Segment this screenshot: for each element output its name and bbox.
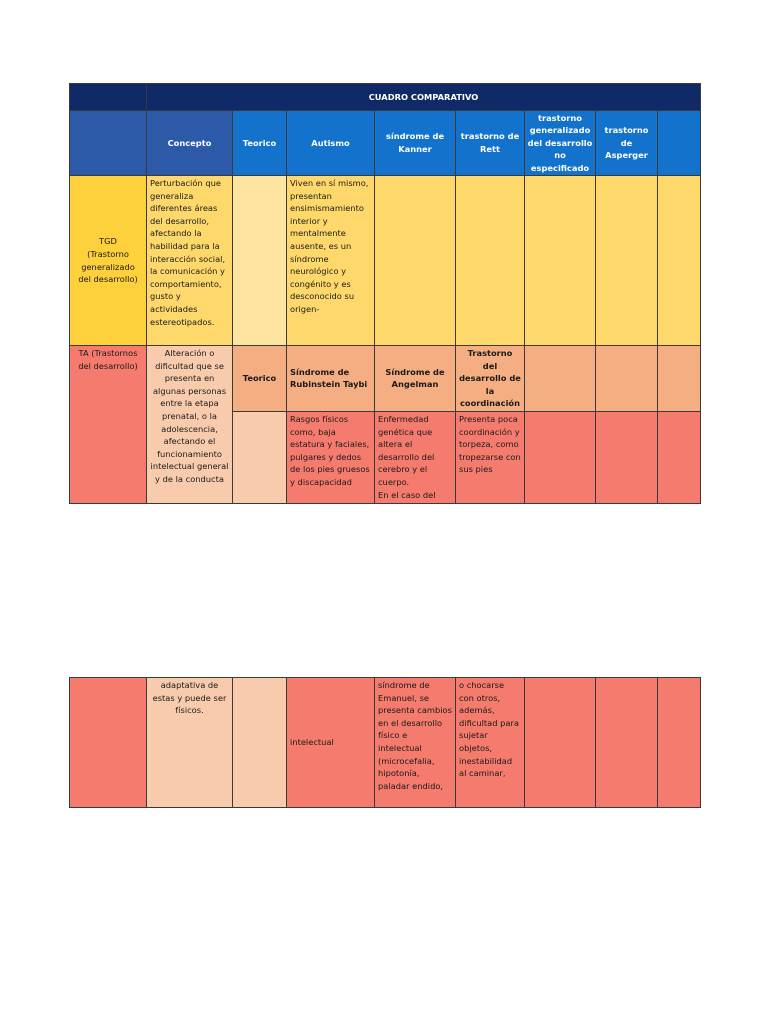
header-autismo: Autismo xyxy=(287,111,375,176)
ta-coordinacion: Presenta poca coordinación y torpeza, como tropezarse con sus pies xyxy=(456,411,525,503)
cont-empty-2 xyxy=(596,678,658,808)
header-rett: trastorno de Rett xyxy=(456,111,525,176)
cont-rubinstein: intelectual xyxy=(287,678,375,808)
tgd-asperger xyxy=(596,176,658,346)
header-concepto: Concepto xyxy=(147,111,233,176)
cont-label xyxy=(70,678,147,808)
header-empty xyxy=(658,111,701,176)
ta-empty-2 xyxy=(596,411,658,503)
tgd-autismo: Viven en sí mismo, presentan ensimismamiento interior y mentalmente ausente, es un síndrome neurológico y congénito y es desconocido su origen- xyxy=(287,176,375,346)
header-asperger: trastorno de Asperger xyxy=(596,111,658,176)
tgd-empty xyxy=(658,176,701,346)
tgd-kanner xyxy=(375,176,456,346)
ta-subheader-coordinacion: Trastorno del desarrollo de la coordinación xyxy=(456,346,525,412)
title-corner-cell xyxy=(70,84,147,111)
ta-concepto: Alteración o dificultad que se presenta en algunas personas entre la etapa prenatal, o la adolescencia, afectando el funcionamiento intelectual general y de la conducta xyxy=(147,346,233,504)
ta-empty-3 xyxy=(658,411,701,503)
comparative-table-continuation xyxy=(69,677,701,808)
tgd-no-especificado xyxy=(525,176,596,346)
ta-subheader-teorico: Teorico xyxy=(233,346,287,412)
row-label-tgd: TGD (Trastorno generalizado del desarrollo) xyxy=(70,176,147,346)
header-tgd-no-especificado: trastorno generalizado del desarrollo no especificado xyxy=(525,111,596,176)
ta-empty-1 xyxy=(525,411,596,503)
header-kanner: síndrome de Kanner xyxy=(375,111,456,176)
ta-subheader-empty-2 xyxy=(596,346,658,412)
ta-subheader-empty-3 xyxy=(658,346,701,412)
cont-coordinacion: o chocarse con otros, además, dificultad para sujetar objetos, inestabilidad al caminar, xyxy=(456,678,525,808)
ta-angelman: Enfermedad genética que altera el desarrollo del cerebro y el cuerpo. En el caso del xyxy=(375,411,456,503)
cont-empty-3 xyxy=(658,678,701,808)
ta-teorico xyxy=(233,411,287,503)
tgd-teorico xyxy=(233,176,287,346)
ta-subheader-angelman: Síndrome de Angelman xyxy=(375,346,456,412)
row-label-ta: TA (Trastornos del desarrollo) xyxy=(70,346,147,504)
header-corner-cell xyxy=(70,111,147,176)
tgd-concepto: Perturbación que generaliza diferentes áreas del desarrollo, afectando la habilidad para la interacción social, la comunicación y comportamiento, gusto y actividades estereotipados. xyxy=(147,176,233,346)
ta-subheader-empty-1 xyxy=(525,346,596,412)
comparative-table xyxy=(69,83,701,504)
cont-empty-1 xyxy=(525,678,596,808)
header-teorico: Teorico xyxy=(233,111,287,176)
cont-angelman: síndrome de Emanuel, se presenta cambios en el desarrollo físico e intelectual (microcefalia, hipotonía, paladar endido, xyxy=(375,678,456,808)
ta-subheader-rubinstein: Síndrome de Rubinstein Taybi xyxy=(287,346,375,412)
cont-teorico xyxy=(233,678,287,808)
tgd-rett xyxy=(456,176,525,346)
table-title: CUADRO COMPARATIVO xyxy=(147,84,701,111)
ta-rubinstein: Rasgos físicos como, baja estatura y faciales, pulgares y dedos de los pies gruesos y discapacidad xyxy=(287,411,375,503)
cont-concepto: adaptativa de estas y puede ser físicos. xyxy=(147,678,233,808)
